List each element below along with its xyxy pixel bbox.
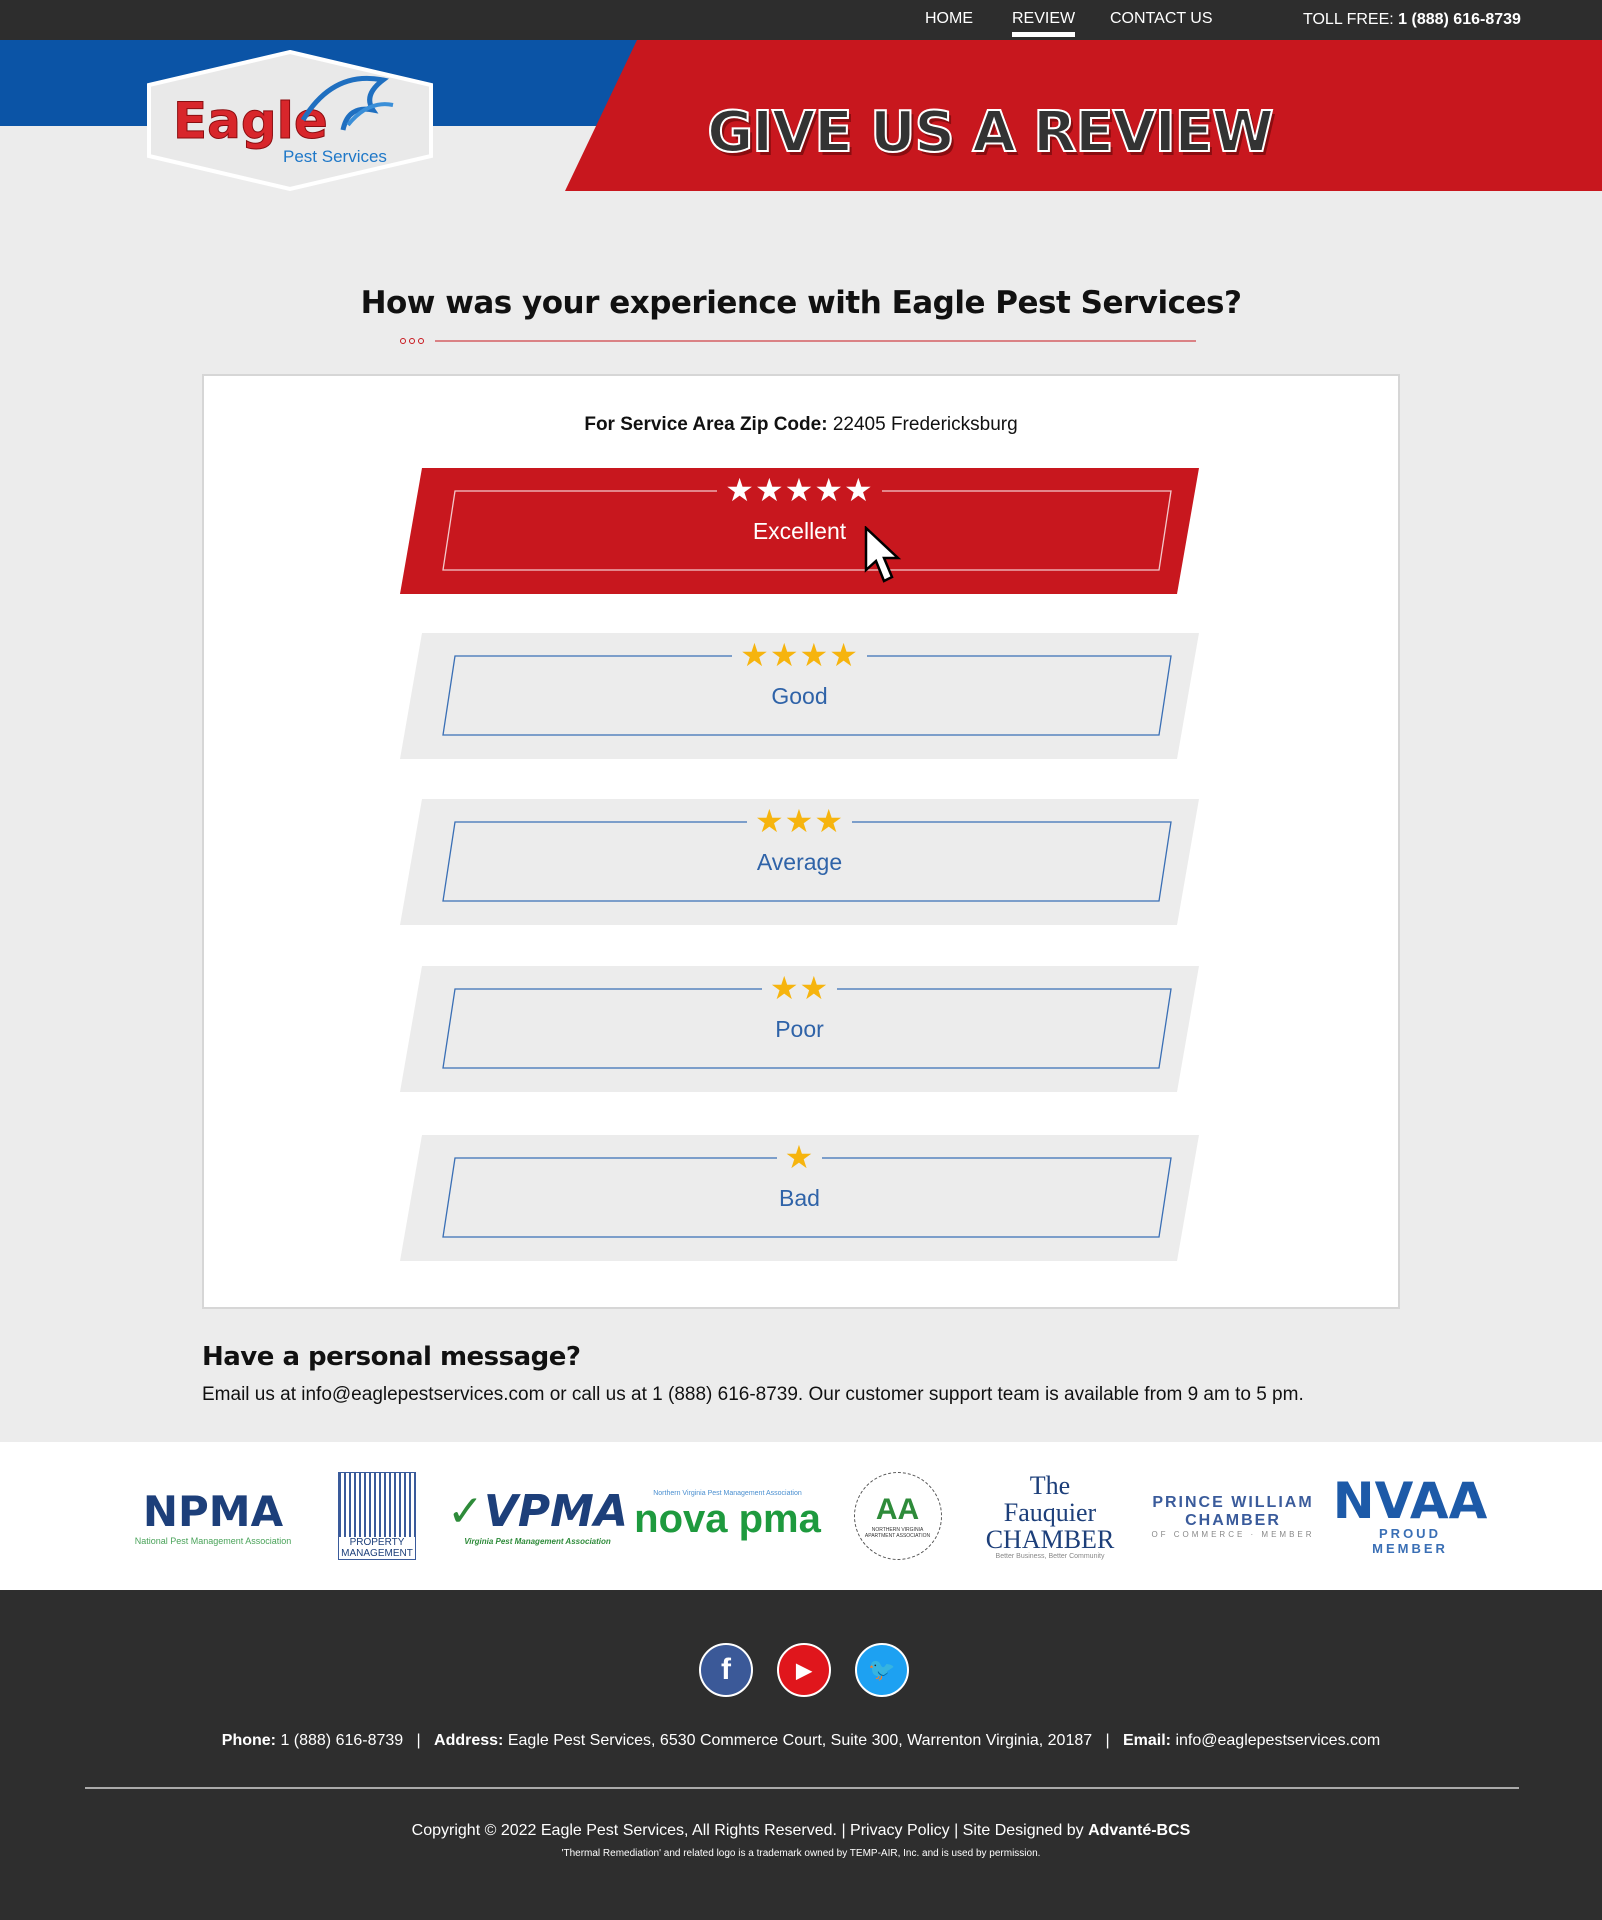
logo-text: PROPERTY MANAGEMENT	[339, 1537, 415, 1559]
facebook-icon[interactable]: f	[699, 1643, 753, 1697]
rating-option-average[interactable]	[400, 799, 1199, 925]
mouse-cursor-icon	[864, 526, 904, 586]
fauquier-chamber-logo[interactable]	[975, 1442, 1125, 1590]
rating-label: Excellent	[752, 518, 847, 544]
eagle-logo[interactable]	[143, 50, 437, 191]
vpma-logo[interactable]: ✓VPMA Virginia Pest Management Association	[447, 1486, 629, 1546]
nvaa-logo[interactable]	[1332, 1442, 1488, 1590]
twitter-icon[interactable]: 🐦	[855, 1643, 909, 1697]
logo-text: nova pma	[634, 1497, 821, 1541]
star-icons: ★★★★	[732, 637, 867, 673]
zip-value: 22405 Fredericksburg	[832, 414, 1018, 435]
star-rating	[400, 639, 1199, 671]
star-rating	[400, 805, 1199, 837]
nav-review[interactable]: REVIEW	[1012, 10, 1075, 37]
designed-by-text: Site Designed by	[962, 1822, 1084, 1839]
zip-code-line	[0, 414, 1602, 436]
logo-text: NPMA	[142, 1486, 284, 1536]
footer-email[interactable]: info@eaglepestservices.com	[1175, 1732, 1381, 1749]
star-icons: ★★	[762, 970, 837, 1006]
logo-text: PRINCE WILLIAM CHAMBER	[1152, 1493, 1314, 1529]
rating-label: Average	[756, 849, 843, 875]
star-rating	[400, 1141, 1199, 1173]
rating-option-good[interactable]	[400, 633, 1199, 759]
nvaa-seal-logo[interactable]	[850, 1442, 945, 1590]
logo-sub: Better Business, Better Community	[995, 1553, 1105, 1561]
address-label: Address:	[434, 1732, 504, 1749]
page-hero-title: GIVE US A REVIEW	[707, 100, 1273, 165]
footer-contact: Phone: 1 (888) 616-8739 | Address: Eagle Pest Services, 6530 Commerce Court, Suite 300, Warrenton Virginia, 20187 | Email: info@eaglepestservices.com	[221, 1732, 1381, 1749]
toll-number[interactable]: 1 (888) 616-8739	[1398, 11, 1521, 28]
toll-label: TOLL FREE:	[1303, 11, 1394, 28]
designer-link[interactable]: Advanté-BCS	[1088, 1822, 1191, 1839]
personal-message-text: Email us at info@eaglepestservices.com or call us at 1 (888) 616-8739. Our customer support team is available from 9 am to 5 pm.	[202, 1384, 1304, 1405]
zip-label: For Service Area Zip Code:	[584, 414, 828, 435]
footer-phone[interactable]: 1 (888) 616-8739	[280, 1732, 404, 1749]
youtube-icon[interactable]: ▶	[777, 1643, 831, 1697]
logo-text: NVAA	[1332, 1472, 1488, 1530]
rating-option-poor[interactable]	[400, 966, 1199, 1092]
footer-address: Eagle Pest Services, 6530 Commerce Court, Suite 300, Warrenton Virginia, 20187	[507, 1732, 1093, 1749]
footer	[0, 1590, 1602, 1920]
nav-home[interactable]: HOME	[925, 10, 973, 27]
privacy-policy-link[interactable]: Privacy Policy	[850, 1822, 950, 1839]
star-icons: ★★★	[747, 803, 852, 839]
star-rating	[400, 474, 1199, 506]
phone-label: Phone:	[221, 1732, 276, 1749]
prince-william-chamber-logo[interactable]	[1138, 1442, 1328, 1590]
trademark-notice: 'Thermal Remediation' and related logo is a trademark owned by TEMP-AIR, Inc. and is used by permission.	[561, 1848, 1041, 1859]
star-rating	[400, 972, 1199, 1004]
logo-sub: PROUD MEMBER	[1372, 1526, 1448, 1556]
logo-text: VPMA	[483, 1486, 629, 1537]
nav-contact[interactable]: CONTACT US	[1110, 10, 1213, 27]
copyright-text: Copyright © 2022 Eagle Pest Services, All Rights Reserved.	[411, 1822, 837, 1839]
logo-text: AA	[875, 1493, 920, 1526]
copyright-line: Copyright © 2022 Eagle Pest Services, All Rights Reserved. | Privacy Policy | Site Designed by Advanté-BCS	[411, 1822, 1191, 1839]
logo-text: The Fauquier CHAMBER	[985, 1470, 1115, 1555]
footer-divider	[85, 1787, 1519, 1789]
nova-pma-logo[interactable]	[625, 1442, 830, 1590]
property-management-logo[interactable]	[337, 1442, 417, 1590]
npma-logo[interactable]	[118, 1442, 308, 1590]
rating-label: Bad	[779, 1185, 820, 1211]
logo-sub: Northern Virginia Pest Management Association	[653, 1490, 802, 1497]
logo-sub: OF COMMERCE · MEMBER	[1151, 1529, 1315, 1539]
email-label: Email:	[1122, 1732, 1171, 1749]
review-question: How was your experience with Eagle Pest Services?	[360, 285, 1242, 321]
star-icons: ★	[777, 1139, 823, 1175]
toll-free[interactable]	[1303, 11, 1521, 29]
logo-sub: Virginia Pest Management Association	[464, 1537, 611, 1546]
rating-option-bad[interactable]	[400, 1135, 1199, 1261]
rating-label: Good	[771, 683, 828, 709]
rating-label: Poor	[775, 1016, 824, 1042]
star-icons: ★★★★★	[717, 472, 881, 508]
logo-sub: NORTHERN VIRGINIA APARTMENT ASSOCIATION	[864, 1527, 931, 1539]
personal-message-title: Have a personal message?	[202, 1342, 581, 1372]
heading-divider	[400, 336, 1196, 346]
rating-option-excellent[interactable]	[400, 468, 1199, 594]
svg-text:Eagle: Eagle	[173, 92, 328, 150]
logo-sub: National Pest Management Association	[134, 1535, 292, 1546]
partner-logos	[0, 1442, 1602, 1590]
svg-text:Pest Services: Pest Services	[283, 147, 387, 166]
